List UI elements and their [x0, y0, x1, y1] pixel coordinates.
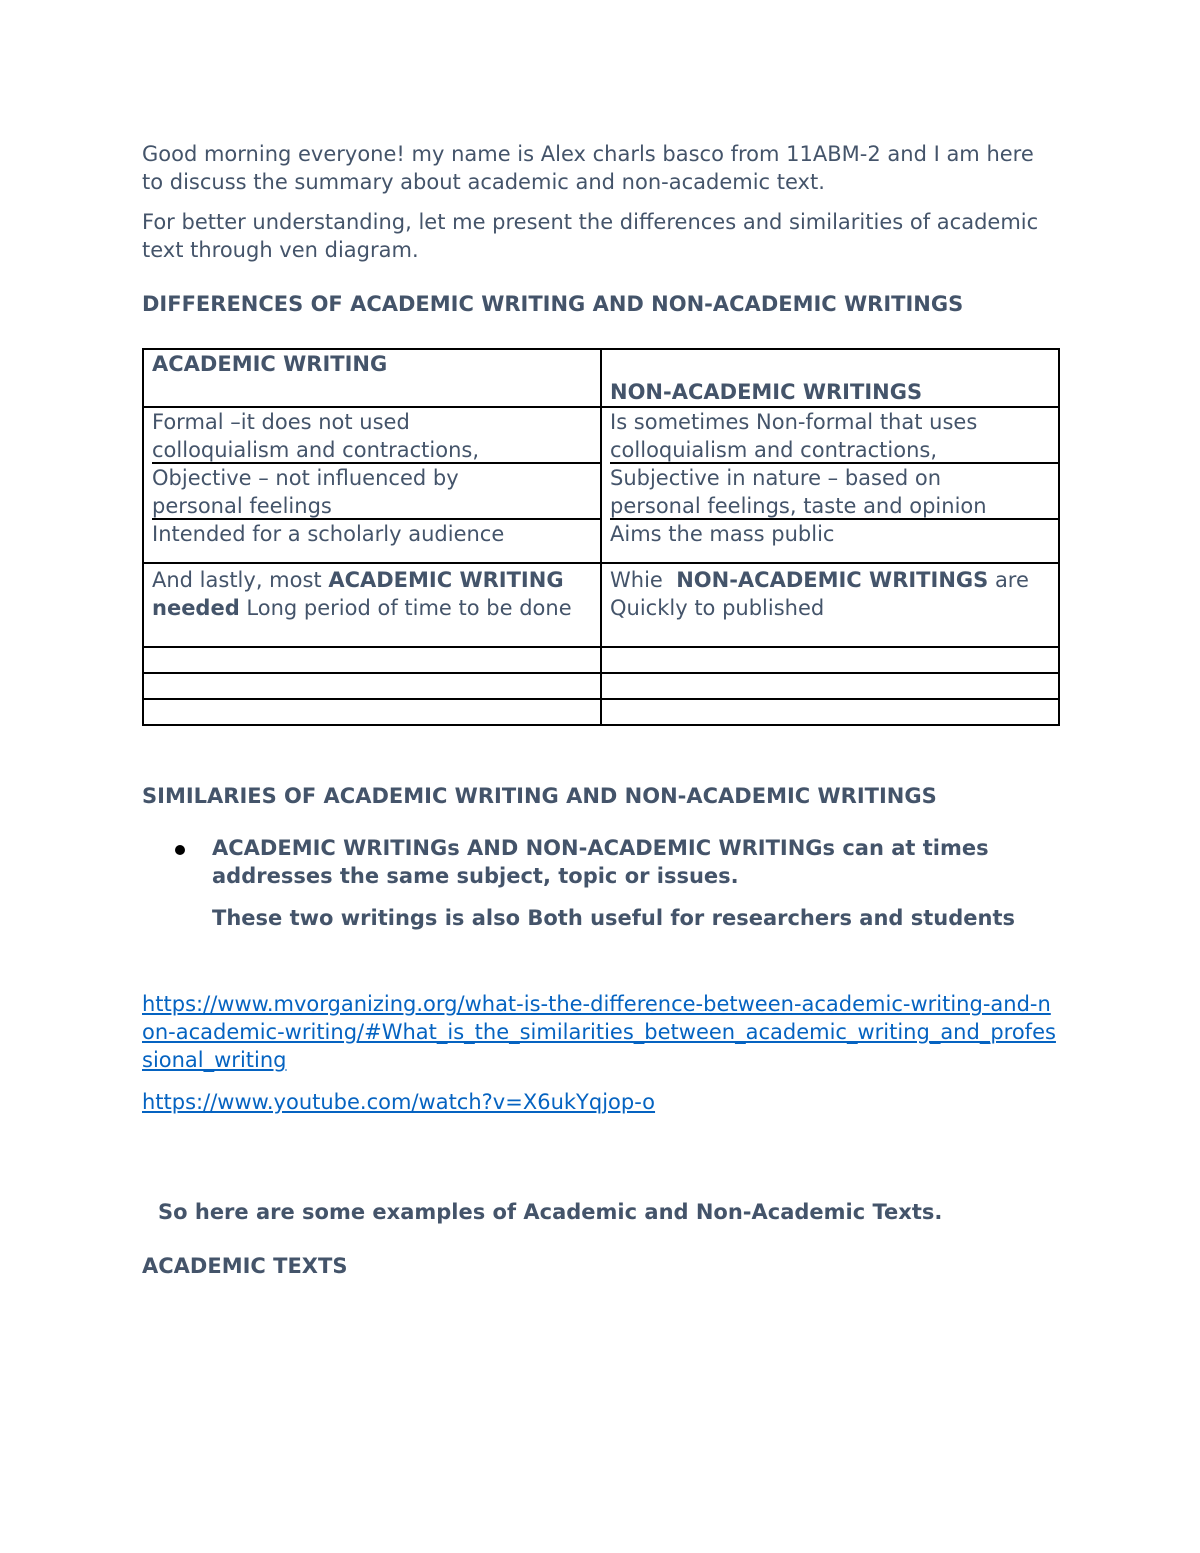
cell-line: personal feelings, taste and opinion — [610, 492, 1050, 520]
table-row — [143, 407, 1059, 563]
similarities-heading: SIMILARIES OF ACADEMIC WRITING AND NON-ACADEMIC WRITINGS — [142, 784, 937, 808]
cell-line: colloquialism and contractions, — [152, 436, 592, 464]
cell-line: Subjective in nature – based on — [610, 466, 942, 490]
intro-paragraph-2: For better understanding, let me present the differences and similarities of academic text through ven diagram. — [142, 210, 1039, 262]
table-row — [143, 673, 1059, 699]
table-cell-empty — [601, 647, 1059, 673]
list-item-text: ACADEMIC WRITINGs AND NON-ACADEMIC WRITINGs can at times addresses the same subject, topic or issues. — [212, 836, 989, 888]
table-cell-right — [601, 407, 1059, 563]
table-cell-empty — [601, 699, 1059, 725]
cell-text: And lastly, most — [152, 568, 329, 592]
reference-link-1[interactable]: https://www.mvorganizing.org/what-is-the-difference-between-academic-writing-and-non-academic-writing/#What_is_the_similarities_between_academic_writing_and_professional_writing — [142, 992, 1056, 1072]
cell-line: Formal –it does not used — [152, 410, 410, 434]
cell-line: Objective – not influenced by — [152, 466, 459, 490]
table-cell-left — [143, 407, 601, 563]
academic-texts-heading: ACADEMIC TEXTS — [142, 1254, 348, 1278]
cell-text: are Quickly to published — [610, 568, 1029, 620]
reference-link-2-container — [142, 1088, 1060, 1116]
cell-line: personal feelings — [152, 492, 592, 520]
table-row — [143, 563, 1059, 647]
header-non-academic-writings: NON-ACADEMIC WRITINGS — [601, 349, 1059, 407]
table-header-row — [143, 349, 1059, 407]
similarities-list — [142, 834, 1060, 890]
examples-intro: So here are some examples of Academic and Non-Academic Texts. — [158, 1200, 943, 1224]
reference-link-1-container — [142, 990, 1060, 1074]
intro-paragraph: Good morning everyone! my name is Alex charls basco from 11ABM-2 and I am here to discuss the summary about academic and non-academic text. — [142, 142, 1034, 194]
reference-link-2[interactable]: https://www.youtube.com/watch?v=X6ukYqjop-o — [142, 1090, 656, 1114]
cell-text: Long period of time to be done — [239, 596, 572, 620]
table-cell-left — [143, 563, 601, 647]
similarities-extra: These two writings is also Both useful for researchers and students — [212, 906, 1015, 930]
cell-bold-text: NON-ACADEMIC WRITINGS — [676, 568, 989, 592]
table-row — [143, 699, 1059, 725]
table-cell-empty — [143, 673, 601, 699]
bullet-icon — [175, 845, 185, 855]
document-page — [142, 140, 1060, 1280]
list-item — [142, 834, 1060, 890]
table-cell-right — [601, 563, 1059, 647]
cell-text: Whie — [610, 568, 677, 592]
table-cell-empty — [601, 673, 1059, 699]
header-academic-writing: ACADEMIC WRITING — [143, 349, 601, 407]
cell-bold-text: ACADEMIC WRITING needed — [152, 568, 564, 620]
cell-line: colloquialism and contractions, — [610, 436, 1050, 464]
cell-line: Is sometimes Non-formal that uses — [610, 410, 978, 434]
table-cell-empty — [143, 647, 601, 673]
table-row — [143, 647, 1059, 673]
table-cell-empty — [143, 699, 601, 725]
cell-line: Aims the mass public — [610, 522, 835, 546]
differences-heading: DIFFERENCES OF ACADEMIC WRITING AND NON-ACADEMIC WRITINGS — [142, 292, 964, 316]
differences-table — [142, 348, 1060, 726]
cell-line: Intended for a scholarly audience — [152, 522, 505, 546]
